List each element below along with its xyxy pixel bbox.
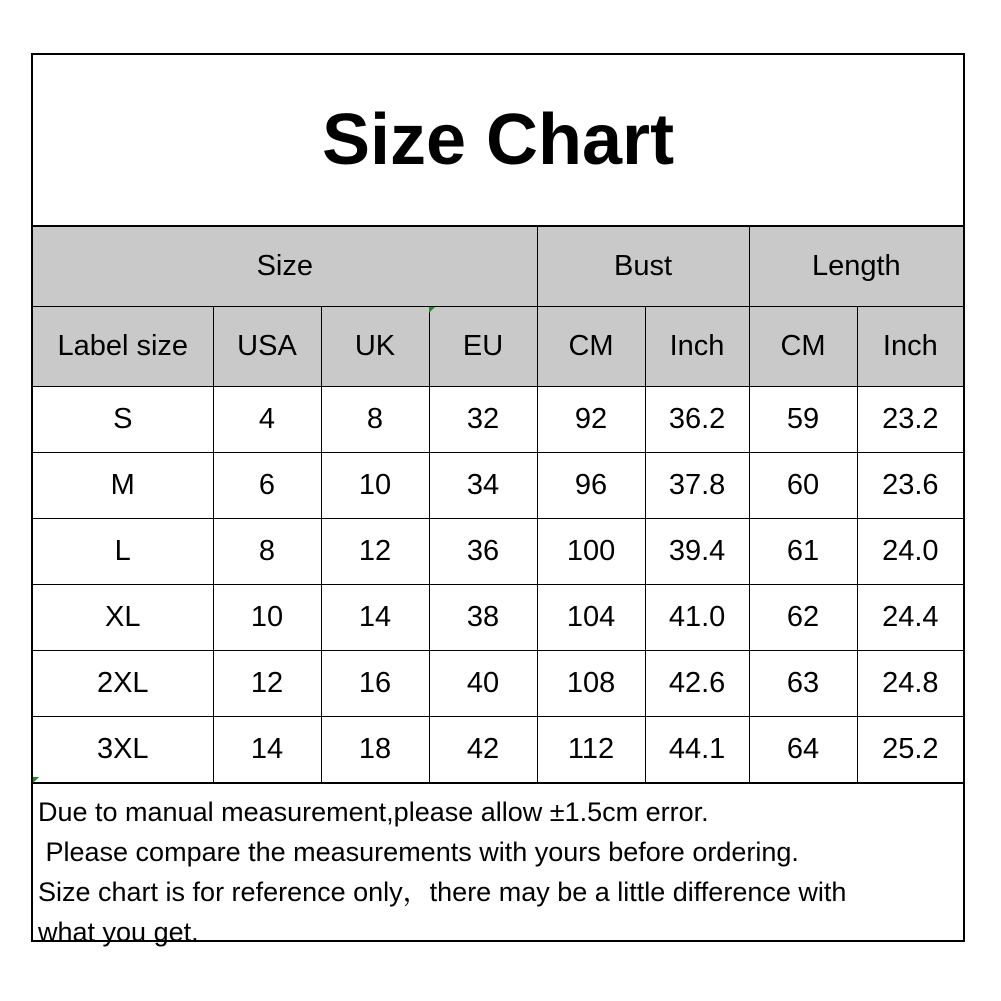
- group-header-bust: Bust: [537, 227, 749, 307]
- column-header: EU: [429, 307, 537, 387]
- group-header-size: Size: [33, 227, 537, 307]
- table-cell: 10: [321, 453, 429, 519]
- table-cell: 12: [321, 519, 429, 585]
- table-cell: 64: [749, 717, 857, 783]
- table-cell: 96: [537, 453, 645, 519]
- table-cell: XL: [33, 585, 213, 651]
- table-row: [33, 651, 963, 717]
- size-table: [33, 227, 963, 783]
- cell-comment-marker: [33, 777, 39, 783]
- table-cell: 3XL: [33, 717, 213, 783]
- table-cell: 25.2: [857, 717, 963, 783]
- table-cell: 100: [537, 519, 645, 585]
- table-cell: 8: [321, 387, 429, 453]
- table-cell: 36.2: [645, 387, 749, 453]
- table-cell: 4: [213, 387, 321, 453]
- table-cell: 92: [537, 387, 645, 453]
- column-header: USA: [213, 307, 321, 387]
- chart-title: Size Chart: [321, 100, 675, 180]
- table-row: [33, 387, 963, 453]
- table-cell: 6: [213, 453, 321, 519]
- table-cell: M: [33, 453, 213, 519]
- table-cell: 24.0: [857, 519, 963, 585]
- table-cell: 18: [321, 717, 429, 783]
- table-cell: 112: [537, 717, 645, 783]
- table-row: [33, 717, 963, 783]
- table-cell: 10: [213, 585, 321, 651]
- table-cell: 39.4: [645, 519, 749, 585]
- note-line: Size chart is for reference only，there may be a little difference with: [38, 877, 847, 907]
- table-cell: 41.0: [645, 585, 749, 651]
- table-cell: 24.8: [857, 651, 963, 717]
- table-cell: 37.8: [645, 453, 749, 519]
- table-cell: 2XL: [33, 651, 213, 717]
- table-cell: 61: [749, 519, 857, 585]
- column-header-row: [33, 307, 963, 387]
- table-cell: S: [33, 387, 213, 453]
- table-cell: 63: [749, 651, 857, 717]
- table-cell: 14: [213, 717, 321, 783]
- cell-comment-marker: [429, 307, 435, 313]
- table-cell: 16: [321, 651, 429, 717]
- note-line: Please compare the measurements with yours before ordering.: [38, 837, 799, 867]
- table-cell: 60: [749, 453, 857, 519]
- title-row: [33, 55, 963, 227]
- table-cell: 24.4: [857, 585, 963, 651]
- table-cell: 32: [429, 387, 537, 453]
- table-cell: 14: [321, 585, 429, 651]
- column-header: CM: [749, 307, 857, 387]
- table-cell: 23.2: [857, 387, 963, 453]
- group-header-length: Length: [749, 227, 963, 307]
- table-cell: L: [33, 519, 213, 585]
- table-cell: 38: [429, 585, 537, 651]
- table-row: [33, 519, 963, 585]
- table-cell: 42.6: [645, 651, 749, 717]
- table-cell: 36: [429, 519, 537, 585]
- table-row: [33, 585, 963, 651]
- column-header: Inch: [857, 307, 963, 387]
- table-cell: 59: [749, 387, 857, 453]
- group-header-row: [33, 227, 963, 307]
- note-line: what you get.: [38, 917, 199, 947]
- table-cell: 44.1: [645, 717, 749, 783]
- column-header: UK: [321, 307, 429, 387]
- table-row: [33, 453, 963, 519]
- table-cell: 42: [429, 717, 537, 783]
- column-header: CM: [537, 307, 645, 387]
- table-cell: 8: [213, 519, 321, 585]
- note-line: Due to manual measurement,please allow ±1.5cm error.: [38, 797, 709, 827]
- table-cell: 34: [429, 453, 537, 519]
- disclaimer-note: [33, 783, 963, 952]
- table-cell: 62: [749, 585, 857, 651]
- table-cell: 104: [537, 585, 645, 651]
- table-cell: 108: [537, 651, 645, 717]
- table-cell: 23.6: [857, 453, 963, 519]
- column-header: Inch: [645, 307, 749, 387]
- size-chart: [31, 53, 965, 947]
- column-header: Label size: [33, 307, 213, 387]
- table-cell: 12: [213, 651, 321, 717]
- table-cell: 40: [429, 651, 537, 717]
